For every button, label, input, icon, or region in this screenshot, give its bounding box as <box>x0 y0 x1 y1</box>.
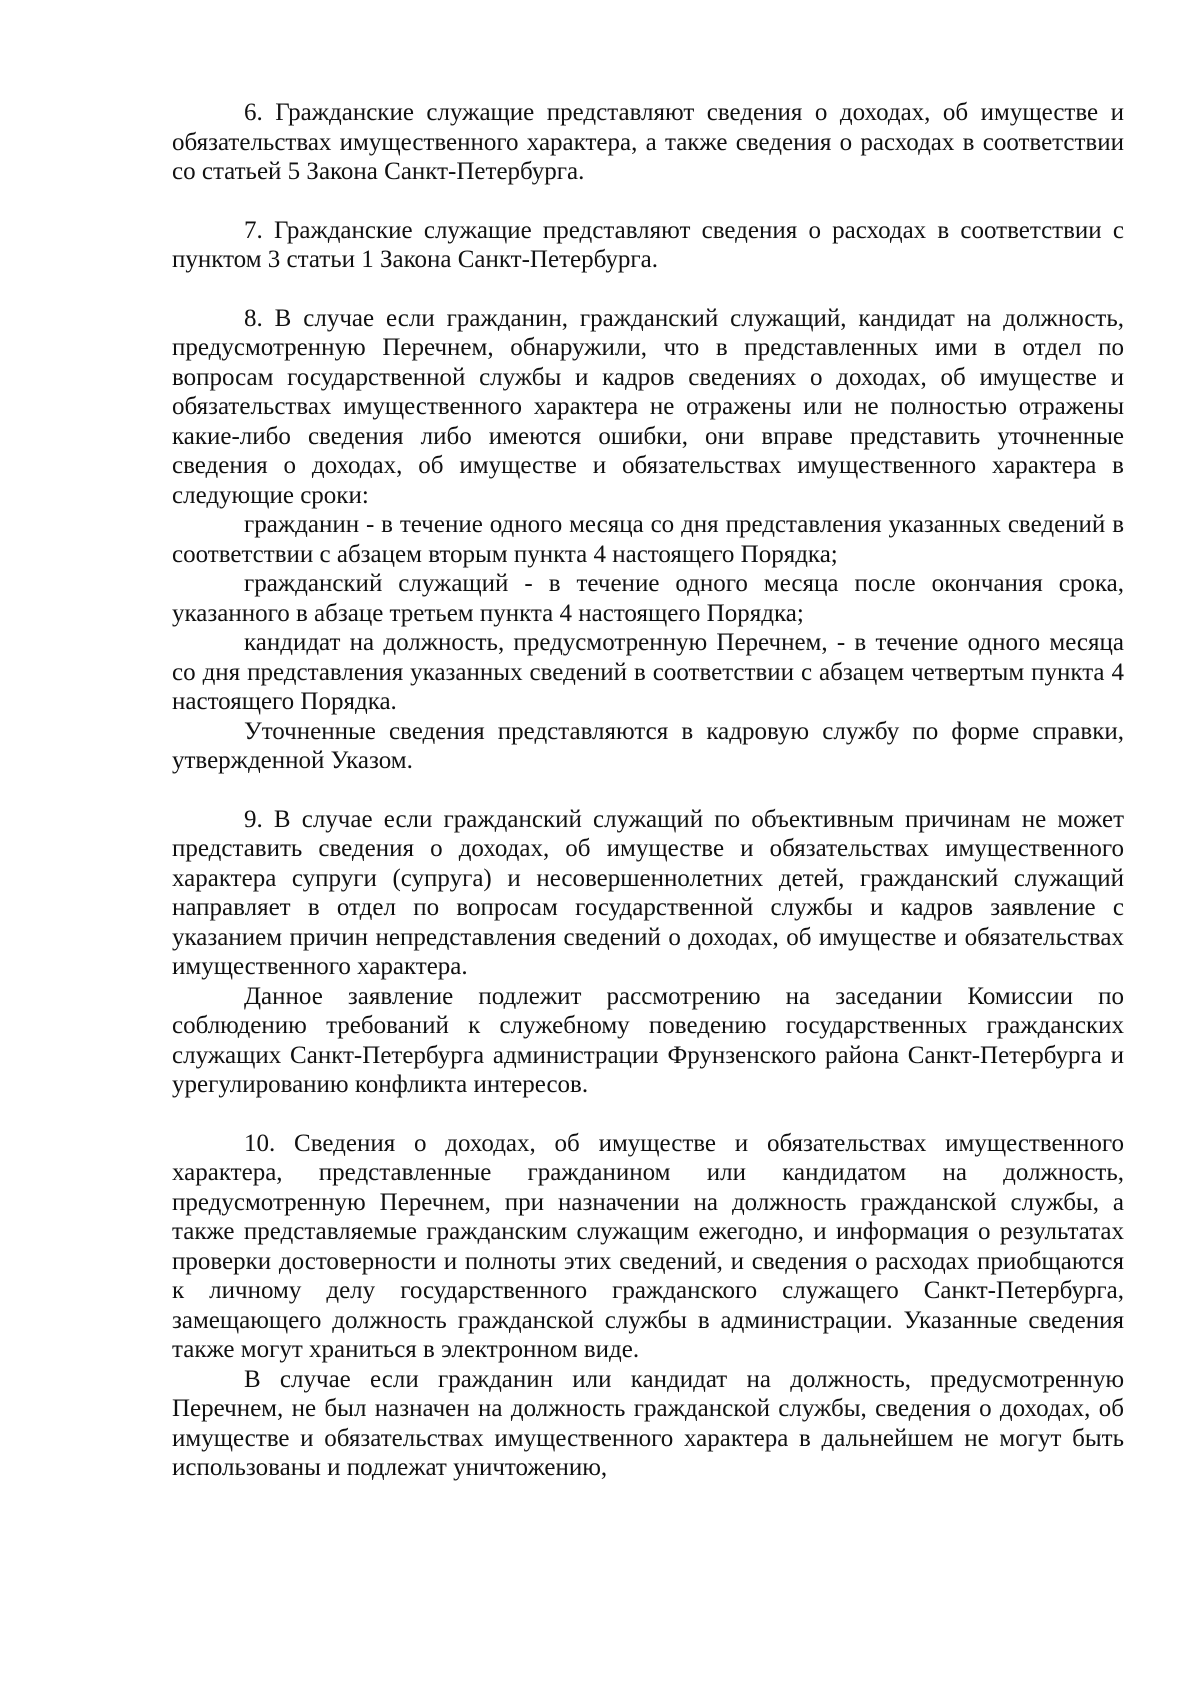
paragraph: гражданский служащий - в течение одного месяца после окончания срока, указанного в абзаце третьем пункта 4 настоящего Порядка; <box>172 570 1124 627</box>
section-item-9 <box>172 805 1124 1100</box>
paragraph: 9. В случае если гражданский служащий по объективным причинам не может представить сведения о доходах, об имуществе и обязательствах имущественного характера супруги (супруга) и несовершеннолетних детей, гражданский служащий направляет в отдел по вопросам государственной службы и кадров заявление с указанием причин непредставления сведений о доходах, об имуществе и обязательствах имущественного характера. <box>172 805 1124 980</box>
section-item-6 <box>172 98 1124 187</box>
section-item-8 <box>172 304 1124 776</box>
section-item-10 <box>172 1129 1124 1483</box>
paragraph: 7. Гражданские служащие представляют сведения о расходах в соответствии с пунктом 3 статьи 1 Закона Санкт-Петербурга. <box>172 216 1124 273</box>
document-body <box>172 98 1124 1483</box>
paragraph: Уточненные сведения представляются в кадровую службу по форме справки, утвержденной Указом. <box>172 717 1124 774</box>
paragraph: 8. В случае если гражданин, гражданский служащий, кандидат на должность, предусмотренную Перечнем, обнаружили, что в представленных ими в отдел по вопросам государственной службы и кадров сведениях о доходах, об имуществе и обязательствах имущественного характера не отражены или не полностью отражены какие-либо сведения либо имеются ошибки, они вправе представить уточненные сведения о доходах, об имуществе и обязательствах имущественного характера в следующие сроки: <box>172 304 1124 509</box>
paragraph: Данное заявление подлежит рассмотрению на заседании Комиссии по соблюдению требований к служебному поведению государственных гражданских служащих Санкт-Петербурга администрации Фрунзенского района Санкт-Петербурга и урегулированию конфликта интересов. <box>172 982 1124 1098</box>
paragraph: 6. Гражданские служащие представляют сведения о доходах, об имуществе и обязательствах имущественного характера, а также сведения о расходах в соответствии со статьей 5 Закона Санкт-Петербурга. <box>172 99 1124 185</box>
paragraph: кандидат на должность, предусмотренную Перечнем, - в течение одного месяца со дня представления указанных сведений в соответствии с абзацем четвертым пункта 4 настоящего Порядка. <box>172 629 1124 715</box>
section-item-7 <box>172 216 1124 275</box>
paragraph: гражданин - в течение одного месяца со дня представления указанных сведений в соответствии с абзацем вторым пункта 4 настоящего Порядка; <box>172 511 1124 568</box>
paragraph: 10. Сведения о доходах, об имуществе и обязательствах имущественного характера, представленные гражданином или кандидатом на должность, предусмотренную Перечнем, при назначении на должность гражданской службы, а также представляемые гражданским служащим ежегодно, и информация о результатах проверки достоверности и полноты этих сведений, и сведения о расходах приобщаются к личному делу государственного гражданского служащего Санкт-Петербурга, замещающего должность гражданской службы в администрации. Указанные сведения также могут храниться в электронном виде. <box>172 1129 1124 1363</box>
paragraph: В случае если гражданин или кандидат на должность, предусмотренную Перечнем, не был назначен на должность гражданской службы, сведения о доходах, об имуществе и обязательствах имущественного характера в дальнейшем не могут быть использованы и подлежат уничтожению, <box>172 1365 1124 1481</box>
